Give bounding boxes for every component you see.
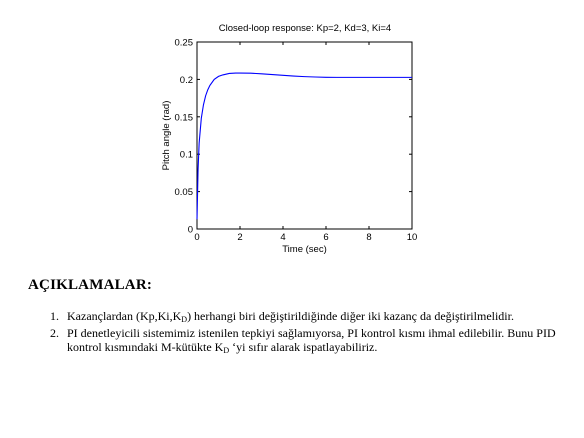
chart-title: Closed-loop response: Kp=2, Kd=3, Ki=4 [218,23,392,34]
x-tick-label: 0 [194,232,200,243]
y-tick-label: 0 [187,224,193,236]
note-text: Kazançlardan $(Kp,Ki,K_D)$ herhangi biri değiştirildiğinde diğer iki kazanç da değiştirilmelidir. [67,309,514,324]
x-axis-label: Time (sec) [282,244,327,255]
note-item [40,309,565,323]
x-tick-label: 4 [280,232,286,243]
note-number: 1. [50,309,59,323]
section-heading: AÇIKLAMALAR: [28,277,153,293]
notes-list [40,309,565,357]
plot-frame [197,42,412,229]
closed-loop-response-chart [150,18,430,258]
note-number: 2. [50,326,59,340]
x-tick-label: 6 [323,232,329,243]
x-tick-label: 2 [237,232,243,243]
x-tick-label: 10 [406,232,418,243]
y-tick-label: 0.15 [174,112,193,124]
x-tick-label: 8 [366,232,372,243]
y-tick-label: 0.2 [179,74,193,86]
y-axis-label: Pitch angle (rad) [161,100,172,171]
y-tick-label: 0.1 [179,149,193,161]
y-tick-label: 0.25 [174,37,193,49]
note-text: PI denetleyicili sistemimiz istenilen tepkiyi sağlamıyorsa, PI kontrol kısmı ihmal edilebilir. Bunu PID kontrol kısmındaki M-kütükte $K_D$ ‘yi sıfır alarak ispatlayabiliriz. [67,326,556,355]
y-tick-label: 0.05 [174,187,193,199]
note-item [40,326,565,354]
